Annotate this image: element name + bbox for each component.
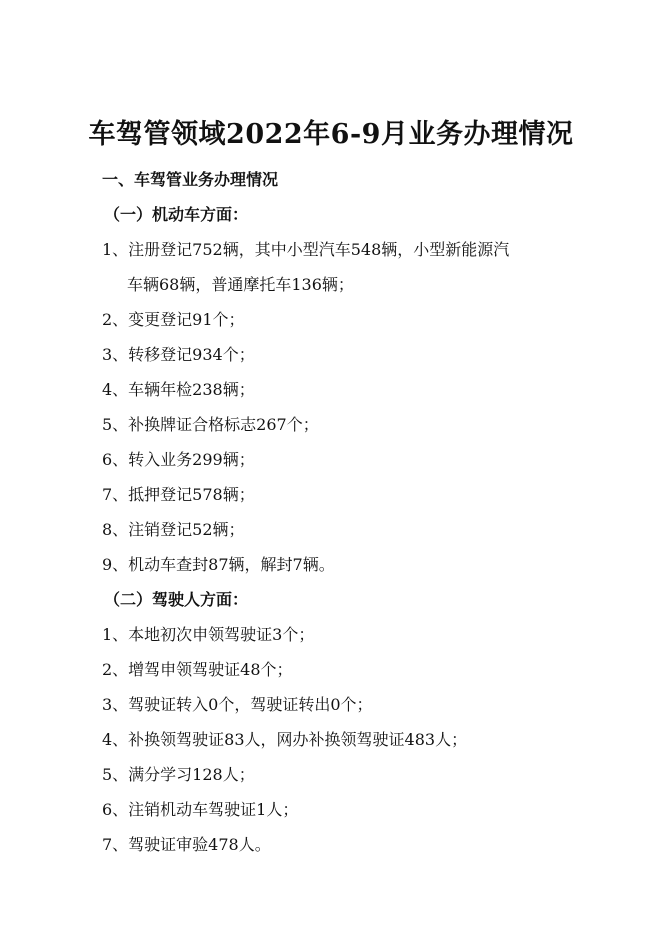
section-heading: 一、车驾管业务办理情况 [102, 170, 279, 189]
list-item: 1、本地初次申领驾驶证3个； [102, 625, 315, 644]
list-item: 5、补换牌证合格标志267个； [102, 415, 319, 434]
document-title: 车驾管领域2022年6-9月业务办理情况 [88, 119, 574, 150]
list-item: 6、注销机动车驾驶证1人； [102, 800, 299, 819]
list-item: 1、注册登记752辆，其中小型汽车548辆，小型新能源汽 [102, 240, 510, 259]
list-item: 2、变更登记91个； [102, 310, 245, 329]
list-item: 9、机动车查封87辆，解封7辆。 [102, 555, 335, 574]
subsection-heading-motor-vehicle: （一）机动车方面： [104, 205, 249, 224]
list-item: 5、满分学习128人； [102, 765, 255, 784]
list-item: 3、转移登记934个； [102, 345, 255, 364]
list-item: 8、注销登记52辆； [102, 520, 245, 539]
list-item: 7、驾驶证审验478人。 [102, 835, 271, 854]
list-item-continuation: 车辆68辆，普通摩托车136辆； [127, 275, 354, 294]
list-item: 3、驾驶证转入0个，驾驶证转出0个； [102, 695, 373, 714]
list-item: 7、抵押登记578辆； [102, 485, 255, 504]
list-item: 4、补换领驾驶证83人，网办补换领驾驶证483人； [102, 730, 468, 749]
list-item: 4、车辆年检238辆； [102, 380, 255, 399]
list-item: 2、增驾申领驾驶证48个； [102, 660, 293, 679]
subsection-heading-driver: （二）驾驶人方面： [104, 590, 249, 609]
list-item: 6、转入业务299辆； [102, 450, 255, 469]
